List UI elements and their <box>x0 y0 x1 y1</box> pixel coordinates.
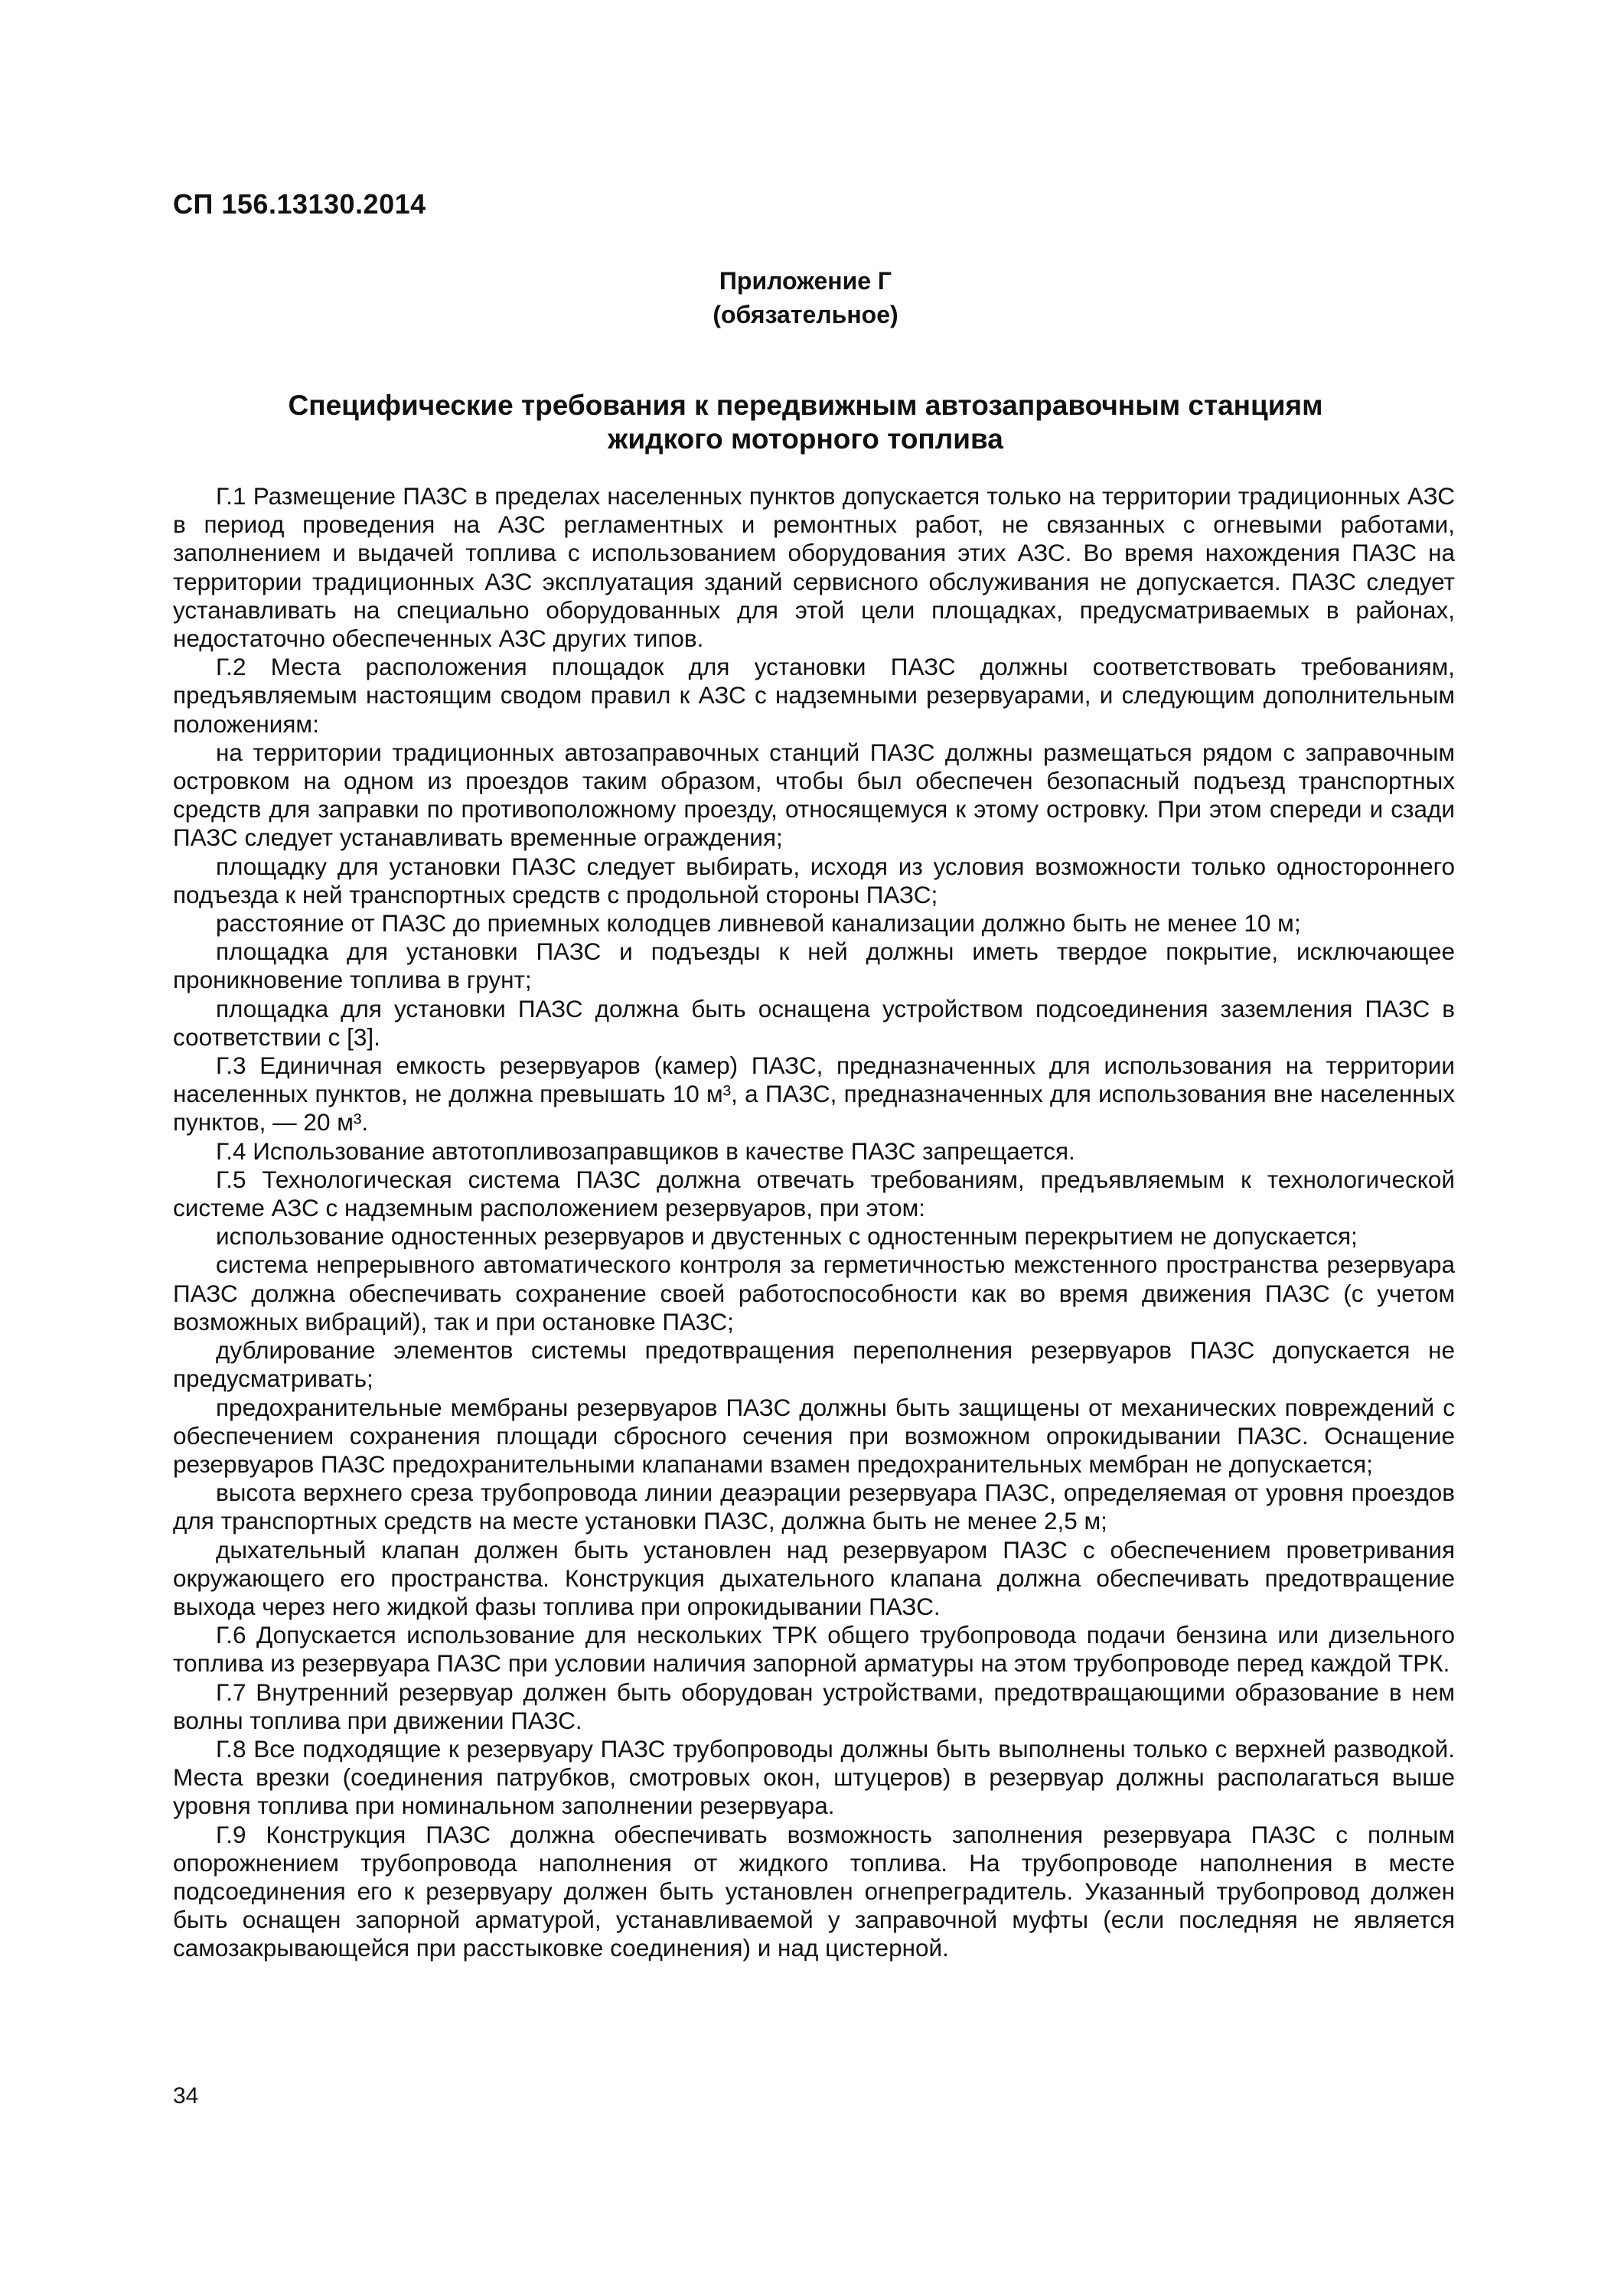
paragraph-g8: Г.8 Все подходящие к резервуару ПАЗС трубопроводы должны быть выполнены только с верхней разводкой. Места врезки (соединения патрубков, смотровых окон, штуцеров) в резервуар должны располагаться выше уровня топлива при номинальном заполнении резервуара. <box>173 1734 1455 1820</box>
list-item: дублирование элементов системы предотвращения переполнения резервуаров ПАЗС допускается не предусматривать; <box>173 1336 1455 1393</box>
paragraph-g5: Г.5 Технологическая система ПАЗС должна отвечать требованиям, предъявляемым к технологической системе АЗС с надземным расположением резервуаров, при этом: <box>173 1165 1455 1222</box>
paragraph-g9: Г.9 Конструкция ПАЗС должна обеспечивать возможность заполнения резервуара ПАЗС с полным опорожнением трубопровода наполнения от жидкого топлива. На трубопроводе наполнения в месте подсоединения его к резервуару должен быть установлен огнепреградитель. Указанный трубопровод должен быть оснащен запорной арматурой, устанавливаемой у заправочной муфты (если последняя не является самозакрывающейся при расстыковке соединения) и над цистерной. <box>173 1820 1455 1962</box>
list-item: высота верхнего среза трубопровода линии деаэрации резервуара ПАЗС, определяемая от уровня проездов для транспортных средств на месте установки ПАЗС, должна быть не менее 2,5 м; <box>173 1479 1455 1535</box>
paragraph-g6: Г.6 Допускается использование для нескольких ТРК общего трубопровода подачи бензина или дизельного топлива из резервуара ПАЗС при условии наличия запорной арматуры на этом трубопроводе перед каждой ТРК. <box>173 1621 1455 1678</box>
appendix-label: Приложение Г <box>719 267 892 295</box>
list-item: система непрерывного автоматического контроля за герметичностью межстенного пространства резервуара ПАЗС должна обеспечивать сохранение своей работоспособности как во время движения ПАЗС (с учетом возможных вибраций), так и при остановке ПАЗС; <box>173 1251 1455 1336</box>
document-code: СП 156.13130.2014 <box>173 188 426 220</box>
section-title <box>0 389 1611 456</box>
list-item: на территории традиционных автозаправочных станций ПАЗС должны размещаться рядом с заправочным островком на одном из проездов таким образом, чтобы был обеспечен безопасный подъезд транспортных средств для заправки по противоположному проезду, относящемуся к этому островку. При этом спереди и сзади ПАЗС следует устанавливать временные ограждения; <box>173 738 1455 852</box>
list-item: площадка для установки ПАЗС должна быть оснащена устройством подсоединения заземления ПАЗС в соответствии с [3]. <box>173 994 1455 1051</box>
list-item: площадка для установки ПАЗС и подъезды к ней должны иметь твердое покрытие, исключающее проникновение топлива в грунт; <box>173 938 1455 994</box>
page-number: 34 <box>173 2083 199 2108</box>
list-item: расстояние от ПАЗС до приемных колодцев ливневой канализации должно быть не менее 10 м; <box>216 909 1301 938</box>
paragraph-g1: Г.1 Размещение ПАЗС в пределах населенных пунктов допускается только на территории традиционных АЗС в период проведения на АЗС регламентных и ремонтных работ, не связанных с огневыми работами, заполнением и выдачей топлива с использованием оборудования этих АЗС. Во время нахождения ПАЗС на территории традиционных АЗС эксплуатация зданий сервисного обслуживания не допускается. ПАЗС следует устанавливать на специально оборудованных для этой цели площадках, предусматриваемых в районах, недостаточно обеспеченных АЗС других типов. <box>173 482 1455 653</box>
paragraph-g4: Г.4 Использование автотопливозаправщиков в качестве ПАЗС запрещается. <box>216 1137 1075 1165</box>
list-item: дыхательный клапан должен быть установлен над резервуаром ПАЗС с обеспечением проветривания окружающего его пространства. Конструкция дыхательного клапана должна обеспечивать предотвращение выхода через него жидкой фазы топлива при опрокидывании ПАЗС. <box>173 1535 1455 1620</box>
body-text <box>173 482 1455 1963</box>
section-title-line-2: жидкого моторного топлива <box>608 423 1003 455</box>
list-item: использование одностенных резервуаров и двустенных с одностенным перекрытием не допускается; <box>216 1222 1358 1251</box>
appendix-heading <box>0 264 1611 331</box>
paragraph-g7: Г.7 Внутренний резервуар должен быть оборудован устройствами, предотвращающими образование в нем волны топлива при движении ПАЗС. <box>173 1678 1455 1734</box>
section-title-line-1: Специфические требования к передвижным автозаправочным станциям <box>288 390 1323 421</box>
paragraph-g2: Г.2 Места расположения площадок для установки ПАЗС должны соответствовать требованиям, предъявляемым настоящим сводом правил к АЗС с надземными резервуарами, и следующим дополнительным положениям: <box>173 653 1455 738</box>
appendix-status: (обязательное) <box>713 301 898 328</box>
list-item: площадку для установки ПАЗС следует выбирать, исходя из условия возможности только одностороннего подъезда к ней транспортных средств с продольной стороны ПАЗС; <box>173 852 1455 908</box>
list-item: предохранительные мембраны резервуаров ПАЗС должны быть защищены от механических повреждений с обеспечением сохранения площади сбросного сечения при возможном опрокидывании ПАЗС. Оснащение резервуаров ПАЗС предохранительными клапанами взамен предохранительных мембран не допускается; <box>173 1393 1455 1478</box>
paragraph-g3: Г.3 Единичная емкость резервуаров (камер) ПАЗС, предназначенных для использования на территории населенных пунктов, не должна превышать 10 м³, а ПАЗС, предназначенных для использования вне населенных пунктов, — 20 м³. <box>173 1052 1455 1137</box>
